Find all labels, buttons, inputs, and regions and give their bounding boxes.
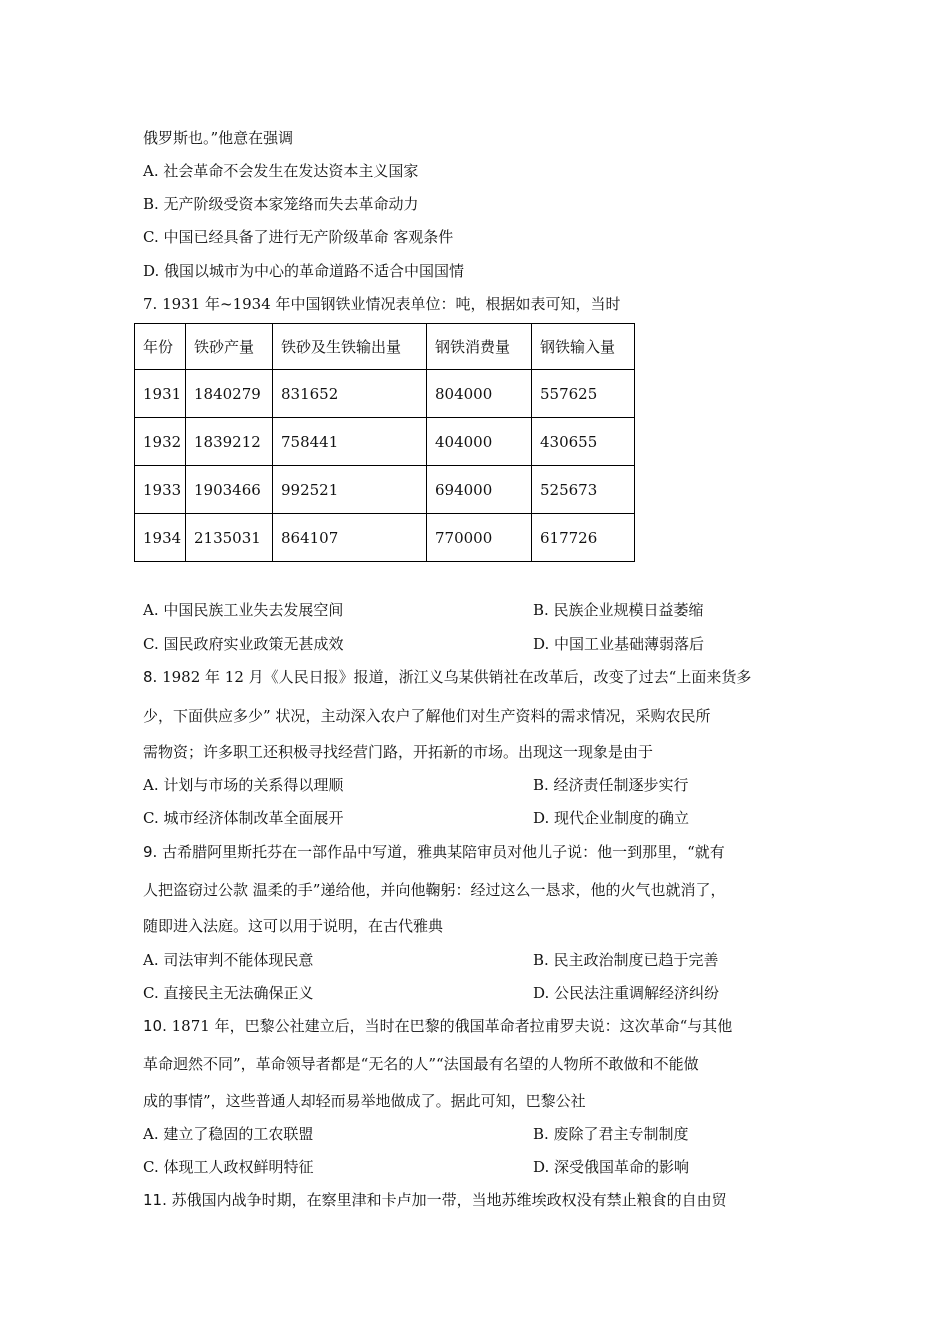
table-cell: 404000 [427, 418, 532, 466]
table-header-row [135, 324, 635, 370]
table-row [135, 370, 635, 418]
q11-number: 11. [143, 1191, 167, 1209]
table-row [135, 418, 635, 466]
q11-stem-line-1 [143, 1190, 727, 1210]
q10-option-c: C. 体现工人政权鲜明特征 [143, 1158, 314, 1176]
q9-stem-line-3: 随即进入法庭。这可以用于说明，在古代雅典 [143, 917, 444, 935]
table-row [135, 466, 635, 514]
q10-number: 10. [143, 1017, 167, 1035]
q10-option-b: B. 废除了君主专制制度 [533, 1125, 689, 1143]
table-cell: 1934 [135, 514, 186, 562]
table-row [135, 514, 635, 562]
q9-option-d: D. 公民法注重调解经济纠纷 [533, 984, 720, 1002]
steel-table [134, 323, 635, 562]
q8-option-b: B. 经济责任制逐步实行 [533, 776, 689, 794]
q9-stem-text: 古希腊阿里斯托芬在一部作品中写道，雅典某陪审员对他儿子说：他一到那里，“就有 [157, 843, 725, 861]
q10-option-d: D. 深受俄国革命的影响 [533, 1158, 690, 1176]
table-cell: 1839212 [186, 418, 273, 466]
table-cell: 804000 [427, 370, 532, 418]
q7-option-b: B. 民族企业规模日益萎缩 [533, 601, 704, 619]
q11-stem-text: 苏俄国内战争时期，在察里津和卡卢加一带，当地苏维埃政权没有禁止粮食的自由贸 [166, 1191, 727, 1209]
q9-option-c: C. 直接民主无法确保正义 [143, 984, 314, 1002]
q9-option-a: A. 司法审判不能体现民意 [143, 951, 314, 969]
table-cell: 1932 [135, 418, 186, 466]
table-cell: 694000 [427, 466, 532, 514]
table-cell: 992521 [273, 466, 427, 514]
table-header: 铁砂及生铁输出量 [273, 324, 427, 370]
q7-option-d: D. 中国工业基础薄弱落后 [533, 635, 705, 653]
table-header: 钢铁输入量 [532, 324, 635, 370]
table-cell: 2135031 [186, 514, 273, 562]
q6-option-b: B. 无产阶级受资本家笼络而失去革命动力 [143, 195, 419, 213]
q10-option-a: A. 建立了稳固的工农联盟 [143, 1125, 314, 1143]
q10-stem-line-2: 革命迥然不同”，革命领导者都是“无名的人”“法国最有名望的人物所不敢做和不能做 [143, 1055, 699, 1073]
q6-stem-tail: 俄罗斯也。”他意在强调 [143, 129, 294, 147]
q8-stem-line-2: 少，下面供应多少” 状况，主动深入农户了解他们对生产资料的需求情况，采购农民所 [143, 707, 711, 725]
q6-option-a: A. 社会革命不会发生在发达资本主义国家 [143, 162, 419, 180]
table-header: 钢铁消费量 [427, 324, 532, 370]
q8-stem-line-1 [143, 667, 751, 687]
table-cell: 617726 [532, 514, 635, 562]
q8-number: 8. [143, 668, 158, 686]
q10-stem-line-1 [143, 1016, 732, 1036]
table-cell: 525673 [532, 466, 635, 514]
q6-option-c: C. 中国已经具备了进行无产阶级革命 客观条件 [143, 228, 454, 246]
table-cell: 1931 [135, 370, 186, 418]
q9-stem-line-1 [143, 842, 725, 862]
q9-option-b: B. 民主政治制度已趋于完善 [533, 951, 719, 969]
q7-stem: 7. 1931 年~1934 年中国钢铁业情况表单位：吨，根据如表可知，当时 [143, 295, 621, 313]
q6-option-d: D. 俄国以城市为中心的革命道路不适合中国国情 [143, 262, 465, 280]
table-header: 年份 [135, 324, 186, 370]
table-header: 铁砂产量 [186, 324, 273, 370]
q8-option-d: D. 现代企业制度的确立 [533, 809, 690, 827]
q8-option-a: A. 计划与市场的关系得以理顺 [143, 776, 344, 794]
table-cell: 864107 [273, 514, 427, 562]
table-cell: 758441 [273, 418, 427, 466]
q9-stem-line-2: 人把盗窃过公款 温柔的手”递给他，并向他鞠躬：经过这么一恳求，他的火气也就消了， [143, 881, 726, 899]
table-cell: 557625 [532, 370, 635, 418]
q8-stem-text: 1982 年 12 月《人民日报》报道，浙江义乌某供销社在改革后，改变了过去“上面来货多 [157, 668, 752, 686]
q7-option-c: C. 国民政府实业政策无甚成效 [143, 635, 344, 653]
table-cell: 831652 [273, 370, 427, 418]
table-cell: 430655 [532, 418, 635, 466]
q9-number: 9. [143, 843, 158, 861]
q8-stem-line-3: 需物资；许多职工还积极寻找经营门路，开拓新的市场。出现这一现象是由于 [143, 743, 654, 761]
q10-stem-text: 1871 年，巴黎公社建立后，当时在巴黎的俄国革命者拉甫罗夫说：这次革命“与其他 [166, 1017, 733, 1035]
table-cell: 770000 [427, 514, 532, 562]
table-cell: 1903466 [186, 466, 273, 514]
q8-option-c: C. 城市经济体制改革全面展开 [143, 809, 344, 827]
table-cell: 1840279 [186, 370, 273, 418]
q7-option-a: A. 中国民族工业失去发展空间 [143, 601, 344, 619]
q10-stem-line-3: 成的事情”，这些普通人却轻而易举地做成了。据此可知，巴黎公社 [143, 1092, 586, 1110]
table-cell: 1933 [135, 466, 186, 514]
